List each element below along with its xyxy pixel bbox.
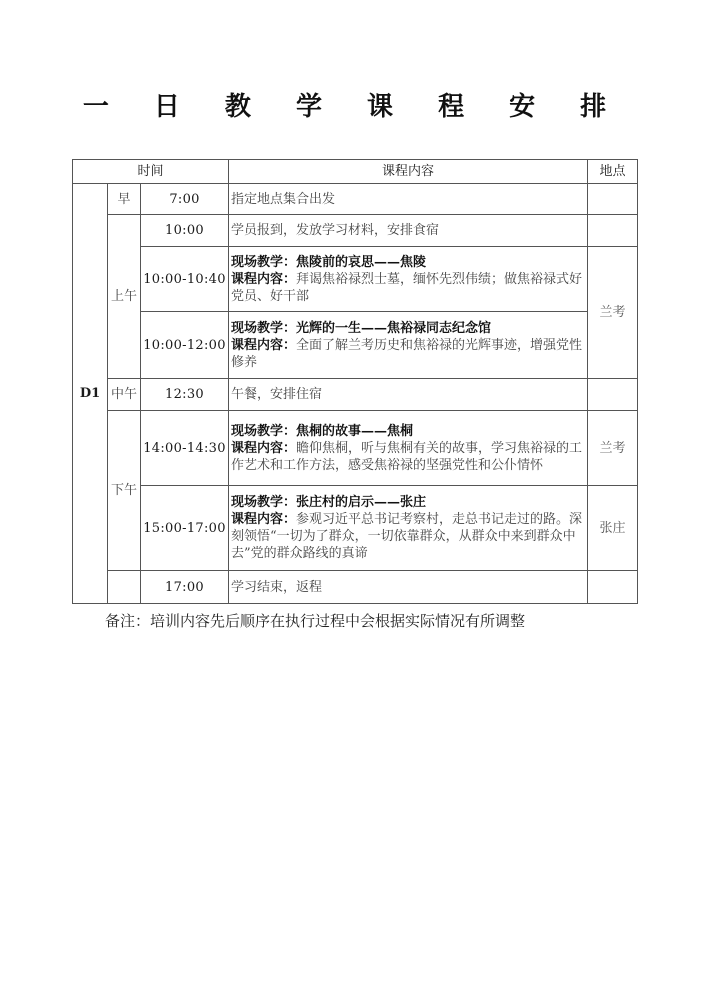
row-location	[588, 571, 638, 604]
table-row	[73, 184, 638, 215]
footnote: 备注：培训内容先后顺序在执行过程中会根据实际情况有所调整	[105, 612, 526, 630]
table-row	[73, 215, 638, 247]
row-location: 兰考	[588, 247, 638, 379]
row-time: 14:00-14:30	[141, 411, 229, 486]
period-morning: 上午	[108, 215, 141, 379]
day-label: D1	[73, 184, 108, 604]
row-time: 10:00-12:00	[141, 312, 229, 379]
row-time: 15:00-17:00	[141, 486, 229, 571]
page-title: 一 日 教 学 课 程 安 排	[82, 92, 625, 122]
row-location	[588, 379, 638, 411]
header-row	[73, 160, 638, 184]
topic-title: 焦桐的故事——焦桐	[296, 423, 414, 439]
header-time: 时间	[73, 160, 229, 184]
row-content	[229, 486, 588, 571]
period-noon: 中午	[108, 379, 141, 411]
row-time: 7:00	[141, 184, 229, 215]
row-content	[229, 247, 588, 312]
table-row	[73, 379, 638, 411]
row-content: 指定地点集合出发	[229, 184, 588, 215]
field-label: 课程内容：	[231, 337, 297, 353]
table-row	[73, 571, 638, 604]
row-location	[588, 215, 638, 247]
row-content: 学习结束，返程	[229, 571, 588, 604]
topic-title: 张庄村的启示——张庄	[296, 495, 427, 510]
field-label: 现场教学：	[231, 495, 297, 510]
topic-description: 拜谒焦裕禄烈士墓，缅怀先烈伟绩；做焦裕禄式好党员、好干部	[231, 271, 583, 304]
schedule-table	[72, 159, 638, 604]
field-label: 课程内容：	[231, 512, 297, 527]
field-label: 现场教学：	[231, 254, 297, 270]
topic-description: 全面了解兰考历史和焦裕禄的光辉事迹，增强党性修养	[231, 337, 583, 370]
row-content	[229, 312, 588, 379]
table-row	[73, 411, 638, 486]
row-location: 兰考	[588, 411, 638, 486]
field-label: 现场教学：	[231, 423, 297, 439]
topic-description: 瞻仰焦桐，听与焦桐有关的故事，学习焦裕禄的工作艺术和工作方法，感受焦裕禄的坚强党性和公仆情怀	[231, 440, 583, 473]
row-time: 12:30	[141, 379, 229, 411]
period-empty	[108, 571, 141, 604]
topic-title: 焦陵前的哀思——焦陵	[296, 254, 427, 270]
header-content: 课程内容	[229, 160, 588, 184]
header-location: 地点	[588, 160, 638, 184]
row-location	[588, 184, 638, 215]
field-label: 课程内容：	[231, 271, 297, 287]
row-content: 学员报到，发放学习材料，安排食宿	[229, 215, 588, 247]
table-row	[73, 486, 638, 571]
table-row	[73, 312, 638, 379]
row-location: 张庄	[588, 486, 638, 571]
field-label: 课程内容：	[231, 440, 297, 456]
row-time: 17:00	[141, 571, 229, 604]
row-time: 10:00-10:40	[141, 247, 229, 312]
row-time: 10:00	[141, 215, 229, 247]
topic-description: 参观习近平总书记考察村，走总书记走过的路。深刻领悟“一切为了群众，一切依靠群众，从群众中来到群众中去”党的群众路线的真谛	[231, 512, 583, 561]
table-row	[73, 247, 638, 312]
row-content	[229, 411, 588, 486]
field-label: 现场教学：	[231, 320, 297, 336]
topic-title: 光辉的一生——焦裕禄同志纪念馆	[296, 320, 492, 336]
period-early: 早	[108, 184, 141, 215]
row-content: 午餐，安排住宿	[229, 379, 588, 411]
period-afternoon: 下午	[108, 411, 141, 571]
